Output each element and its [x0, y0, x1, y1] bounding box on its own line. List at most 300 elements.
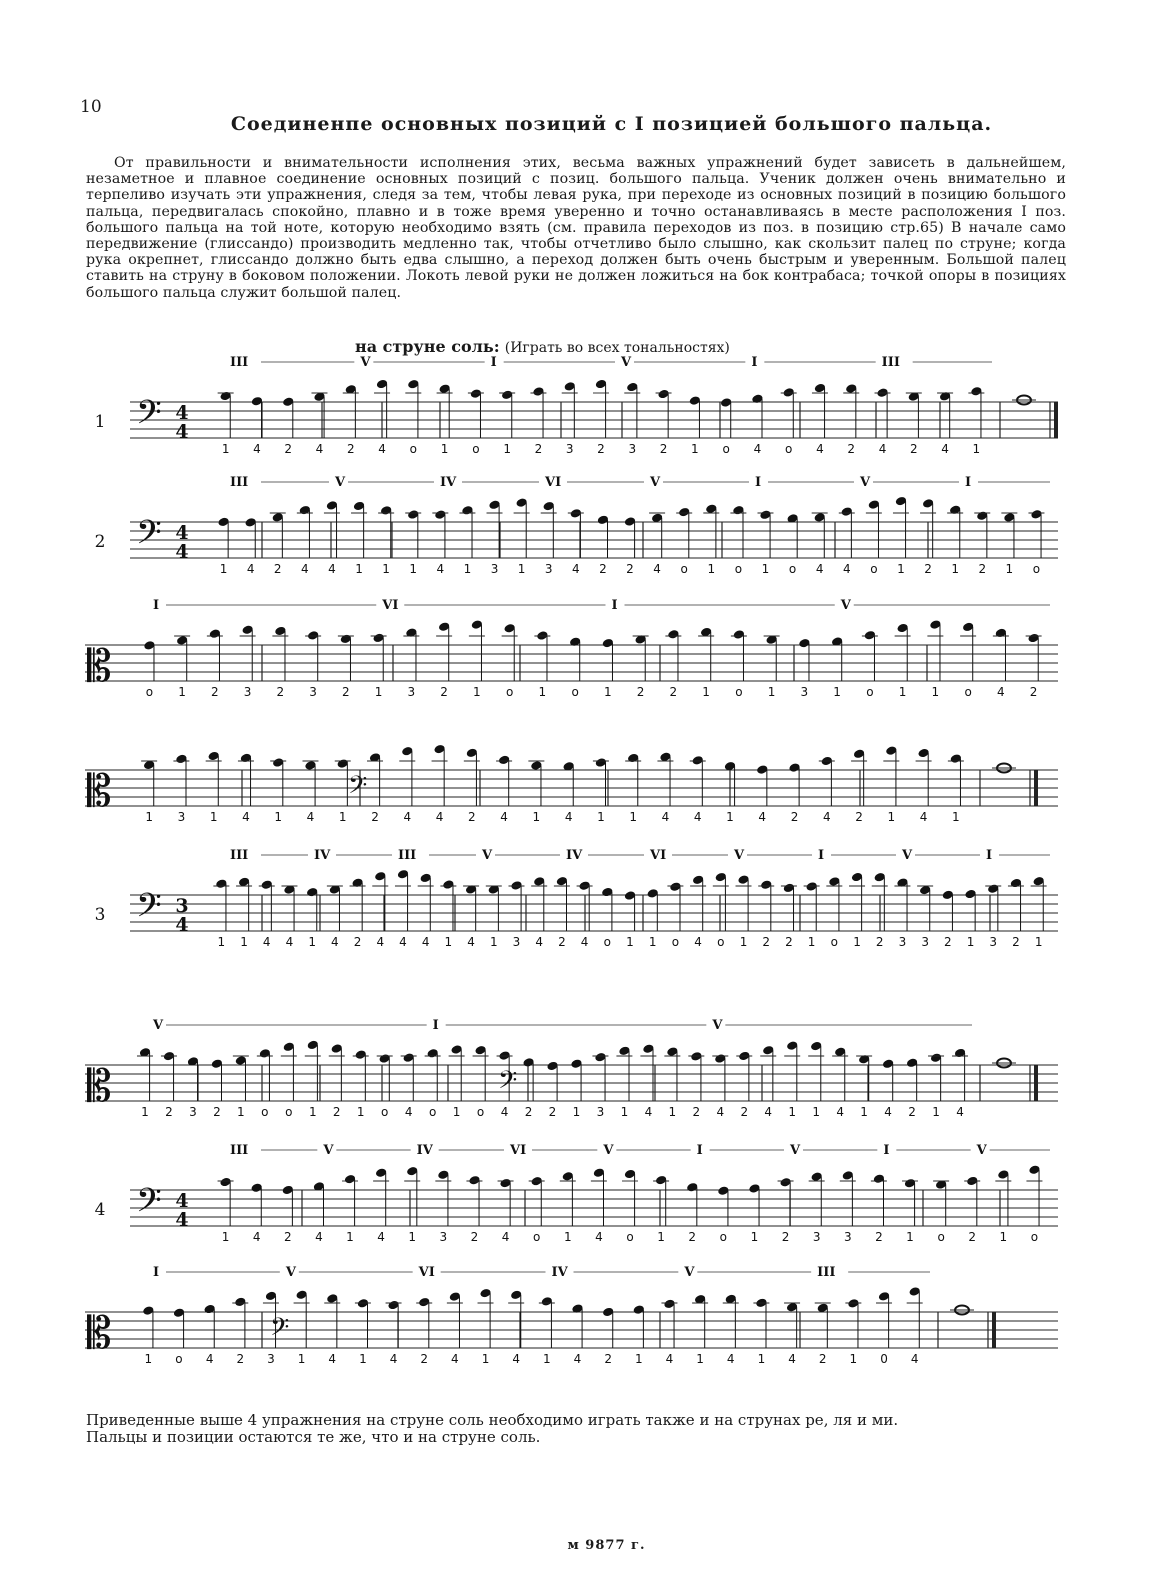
fingering-digit: o: [937, 1230, 945, 1244]
position-marking: VI: [650, 848, 667, 863]
position-marking: I: [755, 475, 762, 490]
position-marking: V: [650, 475, 661, 490]
fingering-digit: 4: [253, 442, 261, 456]
alto-clef: 𝄡: [87, 1061, 112, 1112]
fingering-digit: 4: [535, 935, 544, 949]
fingering-digit: 4: [501, 1230, 510, 1244]
fingering-digit: o: [175, 1352, 183, 1366]
fingering-digit: 3: [843, 1230, 852, 1244]
fingering-digit: 1: [897, 562, 905, 576]
fingering-digit: 4: [573, 1352, 582, 1366]
fingering-digit: 1: [853, 935, 861, 949]
fingering-digit: 4: [997, 685, 1005, 699]
fingering-digit: 1: [691, 442, 699, 456]
position-marking: V: [902, 848, 913, 863]
fingering-digit: 2: [470, 1230, 479, 1244]
position-marking: III: [230, 1143, 249, 1158]
fingering-digit: 2: [818, 1352, 827, 1366]
fingering-digit: o: [1032, 562, 1041, 576]
time-signature-top: 4: [175, 522, 189, 544]
fingering-digit: 4: [389, 1352, 398, 1366]
position-marking: V: [621, 355, 632, 370]
fingering-digit: 2: [875, 935, 884, 949]
fingering-digit: o: [722, 442, 730, 456]
fingering-digit: 1: [952, 810, 960, 824]
subtitle-instruction: (Играть во всех тональностях): [504, 340, 730, 356]
fingering-digit: 1: [141, 1105, 149, 1119]
position-marking: V: [976, 1143, 987, 1158]
fingering-digit: 1: [452, 1105, 461, 1119]
fingering-digit: 1: [444, 935, 453, 949]
bass-clef: 𝄢: [498, 1066, 518, 1101]
bass-clef: 𝄢: [136, 514, 162, 560]
fingering-digit: 1: [739, 935, 748, 949]
fingering-digit: 4: [378, 442, 386, 456]
fingering-digit: o: [671, 935, 680, 949]
fingering-digit: 2: [165, 1105, 173, 1119]
fingering-digit: o: [476, 1105, 485, 1119]
fingering-digit: 2: [346, 442, 355, 456]
position-marking: III: [398, 848, 417, 863]
fingering-digit: 4: [500, 810, 508, 824]
fingering-digit: 3: [596, 1105, 605, 1119]
fingering-digit: 1: [629, 810, 637, 824]
fingering-digit: o: [964, 685, 972, 699]
fingering-digit: 2: [944, 935, 952, 949]
fingering-digit: 1: [503, 442, 511, 456]
fingering-digit: 2: [669, 685, 678, 699]
fingering-digit: o: [626, 1230, 634, 1244]
fingering-digit: 1: [517, 562, 526, 576]
fingering-digit: 1: [620, 1105, 629, 1119]
fingering-digit: 1: [221, 1230, 230, 1244]
fingering-digit: 2: [978, 562, 987, 576]
bass-clef: 𝄢: [136, 887, 162, 933]
fingering-digit: 4: [816, 442, 824, 456]
position-marking: III: [230, 475, 249, 490]
fingering-digit: 3: [243, 685, 252, 699]
time-signature-bottom: 4: [175, 541, 189, 563]
fingering-digit: 2: [909, 442, 918, 456]
fingering-digit: 1: [145, 810, 153, 824]
fingering-digit: 1: [906, 1230, 914, 1244]
fingering-digit: 1: [788, 1105, 797, 1119]
fingering-digit: 1: [1034, 935, 1043, 949]
fingering-digit: 4: [788, 1352, 796, 1366]
fingering-digit: 4: [753, 442, 762, 456]
subtitle-string: на струне соль:: [355, 337, 500, 356]
position-marking: IV: [314, 848, 331, 863]
fingering-digit: 3: [309, 685, 317, 699]
fingering-digit: 1: [812, 1105, 821, 1119]
fingering-digit: 4: [653, 562, 661, 576]
fingering-digit: 1: [221, 442, 230, 456]
fingering-digit: 3: [989, 935, 998, 949]
fingering-digit: 1: [543, 1352, 551, 1366]
position-marking: V: [603, 1143, 614, 1158]
fingering-digit: 2: [762, 935, 771, 949]
fingering-digit: 1: [966, 935, 975, 949]
fingering-digit: 1: [634, 1352, 643, 1366]
fingering-digit: 3: [177, 810, 186, 824]
fingering-digit: 2: [548, 1105, 557, 1119]
fingering-digit: 4: [644, 1105, 653, 1119]
fingering-digit: 2: [211, 685, 219, 699]
fingering-digit: 4: [564, 810, 573, 824]
fingering-digit: 0: [880, 1352, 888, 1366]
fingering-digit: o: [381, 1105, 389, 1119]
position-marking: IV: [440, 475, 457, 490]
fingering-digit: 4: [315, 1230, 323, 1244]
fingering-digit: 4: [716, 1105, 725, 1119]
fingering-digit: 1: [532, 810, 541, 824]
fingering-digit: 1: [726, 810, 734, 824]
fingering-digit: 4: [399, 935, 407, 949]
fingering-digit: o: [788, 562, 797, 576]
position-marking: I: [751, 355, 758, 370]
fingering-digit: 1: [356, 1105, 365, 1119]
fingering-digit: 4: [301, 562, 309, 576]
fingering-digit: o: [409, 442, 417, 456]
time-signature-bottom: 4: [175, 914, 189, 936]
fingering-digit: 2: [213, 1105, 221, 1119]
fingering-digit: 2: [908, 1105, 916, 1119]
fingering-digit: 1: [807, 935, 816, 949]
position-marking: IV: [416, 1143, 433, 1158]
page-number: 10: [80, 97, 102, 117]
fingering-digit: 4: [328, 562, 336, 576]
fingering-digit: 4: [500, 1105, 509, 1119]
fingering-digit: 4: [306, 810, 315, 824]
fingering-digit: 3: [628, 442, 637, 456]
fingering-digit: 1: [761, 562, 770, 576]
fingering-digit: 2: [781, 1230, 790, 1244]
fingering-digit: 1: [849, 1352, 858, 1366]
fingering-digit: 2: [558, 935, 566, 949]
fingering-digit: 1: [972, 442, 981, 456]
fingering-digit: 1: [408, 1230, 417, 1244]
fingering-digit: 2: [659, 442, 668, 456]
fingering-digit: 1: [767, 685, 776, 699]
fingering-digit: 2: [626, 562, 634, 576]
position-marking: V: [323, 1143, 334, 1158]
fingering-digit: 4: [693, 810, 702, 824]
position-marking: V: [840, 598, 851, 613]
position-marking: VI: [418, 1265, 435, 1280]
fingering-digit: 3: [189, 1105, 197, 1119]
fingering-digit: 2: [1012, 935, 1020, 949]
position-marking: I: [153, 1265, 160, 1280]
position-marking: V: [360, 355, 371, 370]
fingering-digit: 1: [572, 1105, 581, 1119]
fingering-digit: 2: [847, 442, 856, 456]
fingering-digit: 4: [665, 1352, 674, 1366]
fingering-digit: 4: [404, 1105, 413, 1119]
fingering-digit: 1: [931, 685, 940, 699]
position-marking: I: [883, 1143, 890, 1158]
position-marking: IV: [551, 1265, 568, 1280]
fingering-digit: o: [532, 1230, 541, 1244]
exercise-number: 1: [94, 412, 106, 432]
position-marking: I: [432, 1018, 439, 1033]
fingering-digit: 4: [910, 1352, 919, 1366]
fingering-digit: 4: [252, 1230, 261, 1244]
fingering-digit: 4: [435, 810, 444, 824]
position-marking: III: [817, 1265, 836, 1280]
fingering-digit: 2: [688, 1230, 697, 1244]
fingering-digit: 1: [702, 685, 710, 699]
fingering-digit: 2: [790, 810, 799, 824]
fingering-digit: 1: [648, 935, 657, 949]
fingering-digit: 1: [860, 1105, 868, 1119]
fingering-digit: 4: [726, 1352, 735, 1366]
fingering-digit: 4: [842, 562, 851, 576]
fingering-digit: 4: [205, 1352, 214, 1366]
fingering-digit: 2: [924, 562, 932, 576]
time-signature-top: 4: [175, 402, 189, 424]
fingering-digit: o: [830, 935, 838, 949]
fingering-digit: 1: [597, 810, 605, 824]
fingering-digit: 2: [284, 442, 293, 456]
fingering-digit: 4: [328, 1352, 337, 1366]
fingering-digit: 3: [565, 442, 574, 456]
fingering-digit: 2: [524, 1105, 533, 1119]
position-marking: I: [611, 598, 618, 613]
alto-clef: 𝄡: [87, 766, 112, 817]
fingering-digit: o: [145, 685, 154, 699]
exercise-number: 3: [94, 905, 106, 925]
position-marking: I: [986, 848, 993, 863]
fingering-digit: 1: [217, 935, 226, 949]
fingering-digit: 2: [968, 1230, 977, 1244]
fingering-digit: 1: [951, 562, 959, 576]
fingering-digit: 3: [544, 562, 553, 576]
position-marking: III: [230, 355, 249, 370]
position-marking: VI: [382, 598, 399, 613]
fingering-digit: 4: [661, 810, 670, 824]
fingering-digit: 4: [836, 1105, 844, 1119]
fingering-digit: o: [719, 1230, 728, 1244]
exercise-number: 2: [94, 532, 106, 552]
fingering-digit: 1: [359, 1352, 367, 1366]
position-marking: V: [860, 475, 871, 490]
final-barline: [1054, 402, 1058, 438]
fingering-digit: 1: [178, 685, 186, 699]
fingering-digit: 2: [371, 810, 379, 824]
fingering-digit: o: [472, 442, 480, 456]
fingering-digit: 3: [407, 685, 416, 699]
fingering-digit: 1: [409, 562, 418, 576]
position-marking: I: [965, 475, 972, 490]
fingering-digit: 1: [538, 685, 547, 699]
fingering-digit: 2: [332, 1105, 341, 1119]
fingering-digit: 4: [285, 935, 294, 949]
fingering-digit: 2: [604, 1352, 612, 1366]
fingering-digit: 4: [941, 442, 949, 456]
exercise-number: 4: [94, 1200, 106, 1220]
footer-line-2: Пальцы и позиции остаются те же, что и на струне соль.: [86, 1428, 541, 1446]
fingering-digit: 1: [382, 562, 390, 576]
fingering-digit: 4: [331, 935, 339, 949]
fingering-digit: 1: [308, 935, 316, 949]
fingering-digit: 1: [932, 1105, 940, 1119]
fingering-digit: 1: [374, 685, 383, 699]
bass-clef: 𝄢: [136, 394, 162, 440]
fingering-digit: 1: [750, 1230, 759, 1244]
fingering-digit: 3: [921, 935, 929, 949]
fingering-digit: 4: [421, 935, 430, 949]
time-signature-top: 3: [175, 895, 189, 917]
fingering-digit: 4: [376, 935, 385, 949]
fingering-digit: 4: [595, 1230, 603, 1244]
fingering-digit: o: [680, 562, 688, 576]
position-marking: III: [230, 848, 249, 863]
fingering-digit: 1: [668, 1105, 677, 1119]
fingering-digit: 4: [512, 1352, 520, 1366]
fingering-digit: o: [505, 685, 514, 699]
fingering-digit: 4: [467, 935, 475, 949]
time-signature-bottom: 4: [175, 1209, 189, 1231]
fingering-digit: 3: [512, 935, 521, 949]
position-marking: I: [490, 355, 497, 370]
fingering-digit: 2: [273, 562, 282, 576]
fingering-digit: 2: [283, 1230, 292, 1244]
position-marking: V: [684, 1265, 695, 1280]
fingering-digit: 3: [490, 562, 499, 576]
footer-note: [86, 1412, 1066, 1446]
fingering-digit: 2: [740, 1105, 749, 1119]
fingering-digit: 3: [267, 1352, 275, 1366]
position-marking: I: [818, 848, 825, 863]
fingering-digit: 3: [800, 685, 809, 699]
fingering-digit: 1: [481, 1352, 490, 1366]
page-title: Соединенпе основных позиций с I позицией большого пальца.: [230, 113, 993, 135]
fingering-digit: 4: [451, 1352, 459, 1366]
alto-clef: 𝄡: [87, 641, 112, 692]
fingering-digit: 1: [563, 1230, 572, 1244]
position-marking: VI: [510, 1143, 527, 1158]
fingering-digit: 1: [237, 1105, 245, 1119]
bass-clef: 𝄢: [348, 771, 368, 806]
fingering-digit: 1: [887, 810, 896, 824]
fingering-digit: 2: [353, 935, 362, 949]
position-marking: V: [285, 1265, 296, 1280]
fingering-digit: 4: [377, 1230, 385, 1244]
position-marking: VI: [545, 475, 562, 490]
fingering-digit: 1: [489, 935, 498, 949]
fingering-digit: 3: [812, 1230, 821, 1244]
fingering-digit: 2: [1029, 685, 1038, 699]
position-marking: III: [881, 355, 900, 370]
fingering-digit: 1: [657, 1230, 665, 1244]
fingering-digit: 2: [342, 685, 350, 699]
fingering-digit: 4: [242, 810, 250, 824]
fingering-digit: 3: [898, 935, 907, 949]
fingering-digit: o: [870, 562, 878, 576]
time-signature-bottom: 4: [175, 421, 189, 443]
fingering-digit: 1: [209, 810, 218, 824]
fingering-digit: 2: [236, 1352, 245, 1366]
fingering-digit: 2: [534, 442, 543, 456]
fingering-digit: 4: [822, 810, 831, 824]
intro-text: От правильности и внимательности исполнения этих, весьма важных упражнений будет зависеть в дальнейшем, незаметное и плавное соединение основных позиций с позиц. большого пальца. Ученик должен очень внимательно и терпеливо изучать эти упражнения, следя за тем, чтобы левая рука, при переходе из основных позиций в позицию большого пальца, передвигалась спокойно, плавно и в тоже время уверенно и точно останавливаясь в месте расположения I поз. большого пальца на той ноте, которую необходимо взять (см. правила переходов из поз. в позицию стр.65) В начале само передвижение (глиссандо) производить медленно так, чтобы отчетливо было слышно, как скользит палец по струне; когда рука окрепнет, глиссандо должно быть едва слышно, а переход должен быть очень быстрым и уверенным. Большой палец ставить на струну в боковом положении. Локоть левой руки не должен ложиться на бок контрабаса; точкой опоры в позициях большого пальца служит большой палец.: [86, 155, 1066, 301]
position-marking: V: [482, 848, 493, 863]
fingering-digit: 4: [315, 442, 324, 456]
fingering-digit: o: [285, 1105, 293, 1119]
footer-line-1: Приведенные выше 4 упражнения на струне соль необходимо играть также и на струнах ре, ля и ми.: [86, 1411, 899, 1429]
fingering-digit: 2: [597, 442, 605, 456]
time-signature-top: 4: [175, 1190, 189, 1212]
bass-clef: 𝄢: [270, 1313, 290, 1348]
position-marking: IV: [566, 848, 583, 863]
fingering-digit: 1: [240, 935, 248, 949]
fingering-digit: 2: [785, 935, 793, 949]
fingering-digit: 1: [463, 562, 472, 576]
bass-clef: 𝄢: [136, 1182, 162, 1228]
fingering-digit: 1: [473, 685, 481, 699]
fingering-digit: o: [734, 562, 743, 576]
fingering-digit: o: [603, 935, 611, 949]
fingering-digit: 1: [274, 810, 283, 824]
fingering-digit: 4: [571, 562, 580, 576]
fingering-digit: 4: [246, 562, 255, 576]
fingering-digit: 4: [884, 1105, 892, 1119]
alto-clef: 𝄡: [87, 1308, 112, 1359]
fingering-digit: 4: [815, 562, 824, 576]
fingering-digit: 1: [707, 562, 716, 576]
fingering-digit: 1: [355, 562, 363, 576]
fingering-digit: 2: [599, 562, 607, 576]
fingering-digit: 1: [1005, 562, 1014, 576]
fingering-digit: 1: [604, 685, 612, 699]
fingering-digit: 4: [436, 562, 445, 576]
fingering-digit: 1: [144, 1352, 153, 1366]
position-marking: V: [734, 848, 745, 863]
fingering-digit: o: [866, 685, 874, 699]
fingering-digit: 1: [219, 562, 228, 576]
fingering-digit: o: [571, 685, 579, 699]
fingering-digit: 4: [758, 810, 767, 824]
position-marking: V: [712, 1018, 723, 1033]
fingering-digit: 2: [855, 810, 863, 824]
fingering-digit: 4: [694, 935, 702, 949]
fingering-digit: 1: [898, 685, 907, 699]
fingering-digit: 4: [262, 935, 271, 949]
fingering-digit: 2: [440, 685, 448, 699]
fingering-digit: 4: [764, 1105, 773, 1119]
position-marking: V: [790, 1143, 801, 1158]
fingering-digit: 1: [440, 442, 449, 456]
plate-number: м 9877 г.: [567, 1538, 646, 1553]
fingering-digit: o: [261, 1105, 269, 1119]
final-barline: [992, 1312, 996, 1348]
fingering-digit: 4: [878, 442, 887, 456]
fingering-digit: 1: [757, 1352, 766, 1366]
fingering-digit: 4: [580, 935, 589, 949]
fingering-digit: 1: [346, 1230, 354, 1244]
fingering-digit: o: [1030, 1230, 1039, 1244]
fingering-digit: 4: [956, 1105, 964, 1119]
fingering-digit: 1: [999, 1230, 1008, 1244]
fingering-digit: 2: [276, 685, 285, 699]
position-marking: I: [153, 598, 160, 613]
fingering-digit: 2: [692, 1105, 701, 1119]
fingering-digit: o: [717, 935, 725, 949]
fingering-digit: 2: [875, 1230, 883, 1244]
fingering-digit: o: [735, 685, 743, 699]
position-marking: V: [153, 1018, 164, 1033]
final-barline: [1034, 1065, 1038, 1101]
